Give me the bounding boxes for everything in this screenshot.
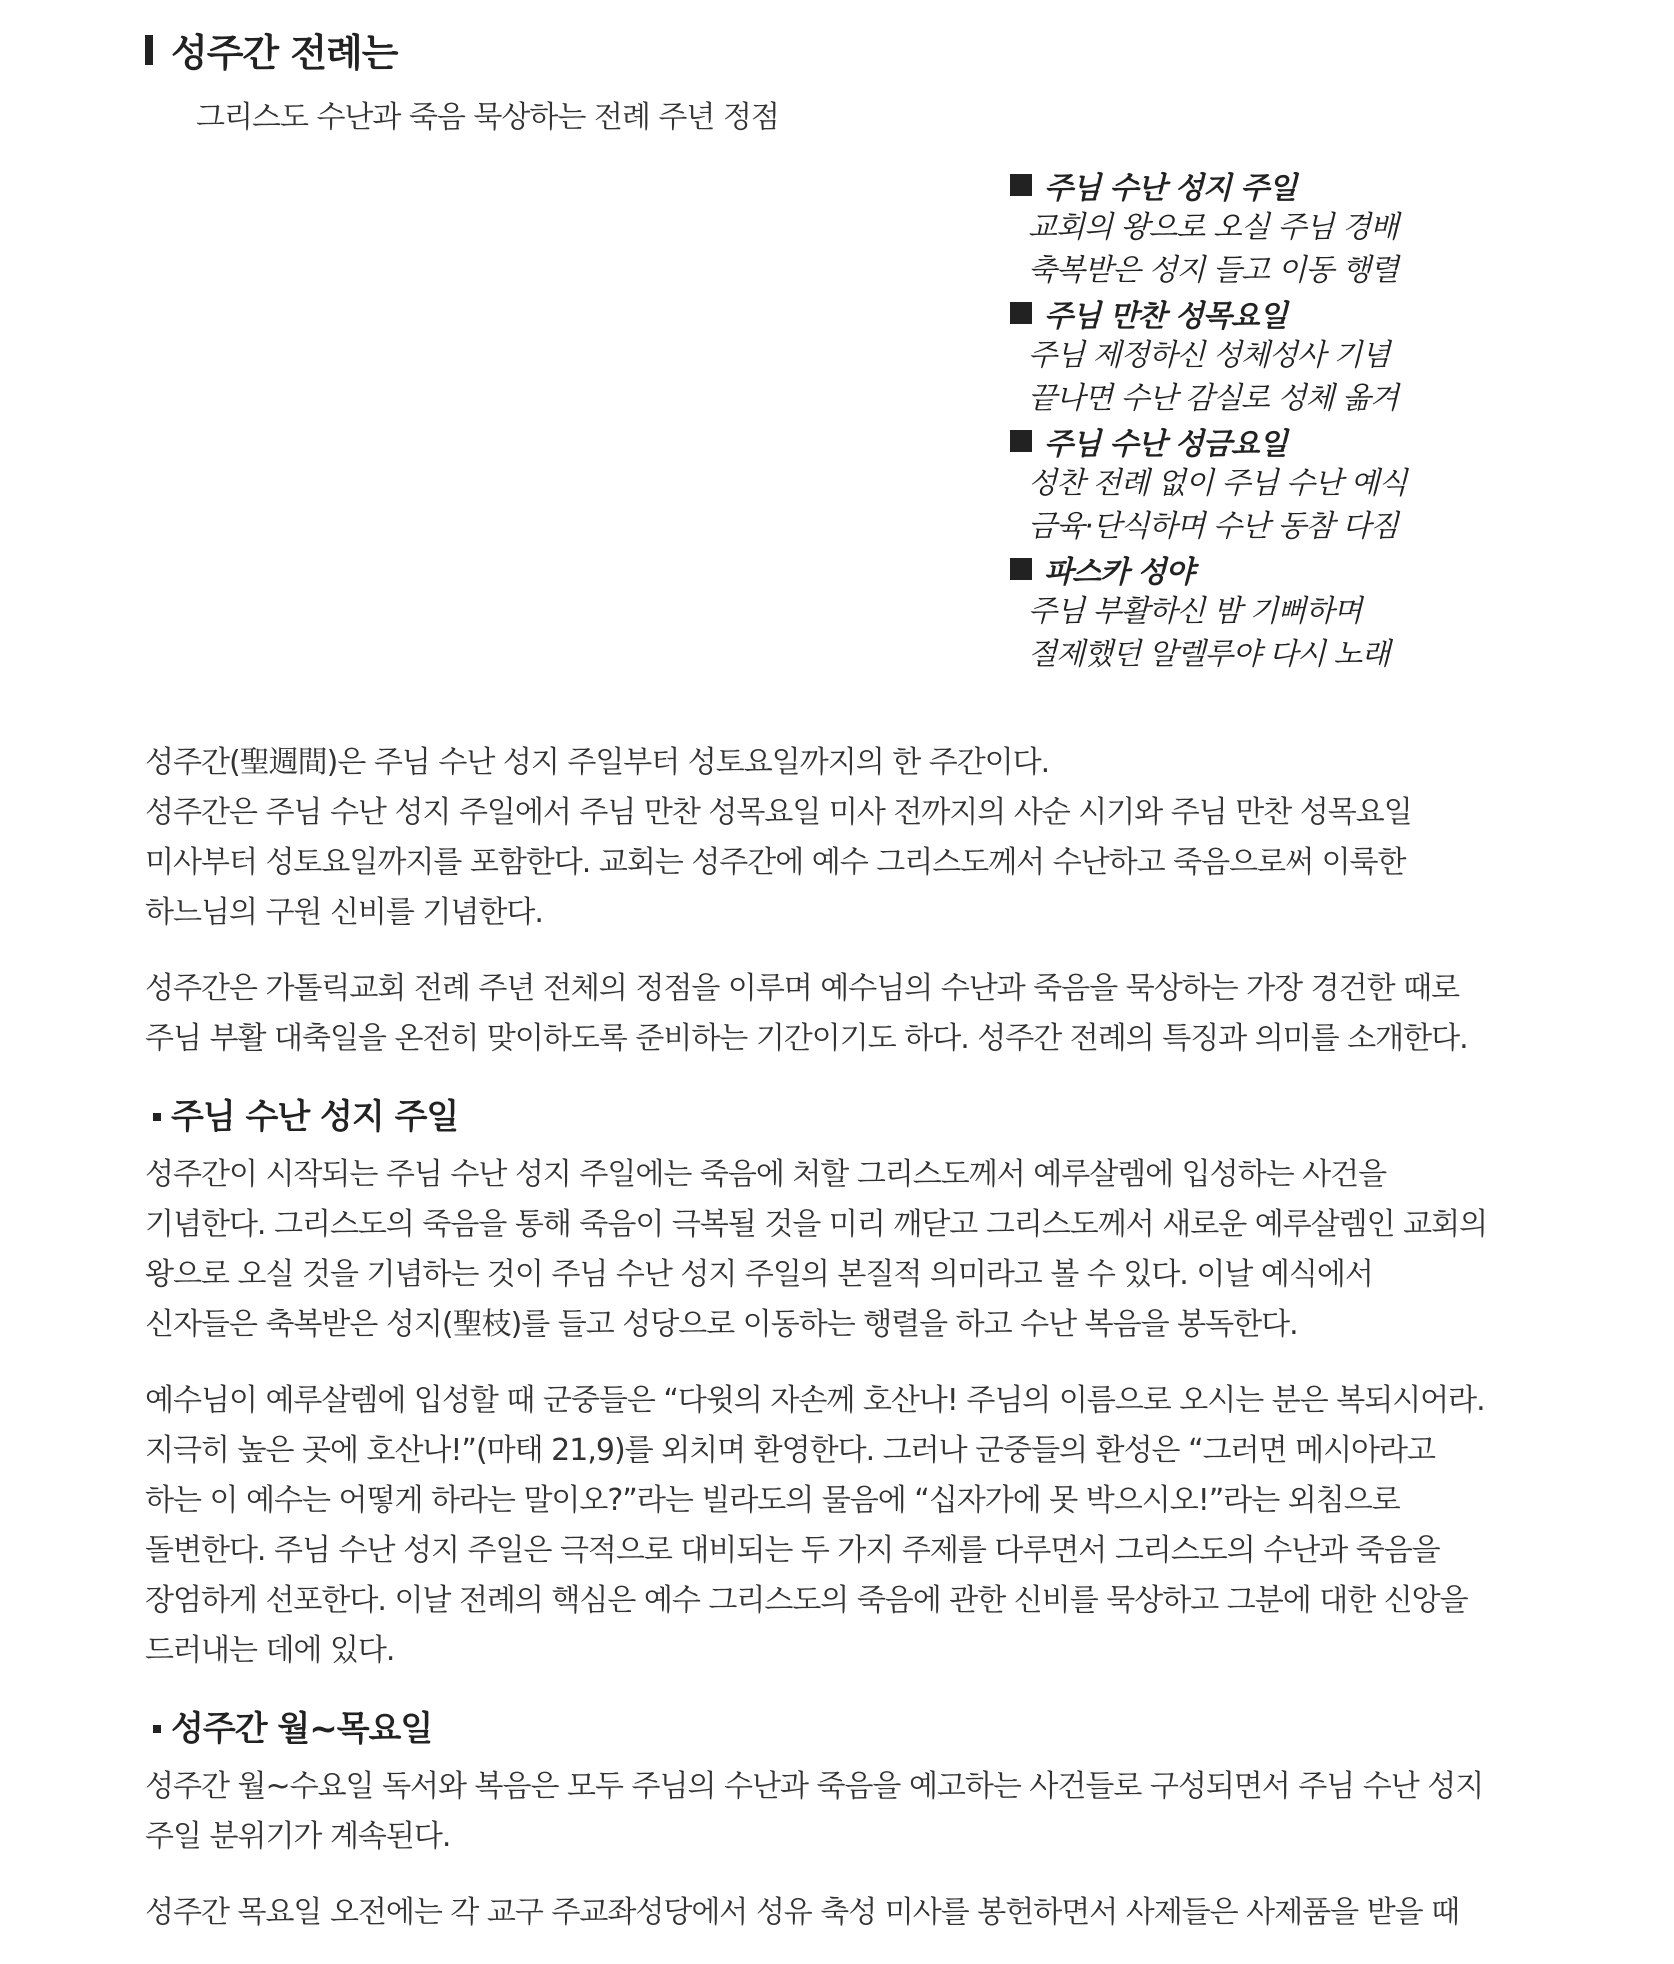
- article-body: [145, 738, 1545, 1964]
- section-paragraph: [145, 1150, 1545, 1350]
- summary-item: [1010, 548, 1570, 676]
- summary-item: [1010, 420, 1570, 548]
- summary-heading: [1010, 420, 1570, 462]
- section-paragraph: [145, 1888, 1545, 1938]
- section-heading-text: 주님 수난 성지 주일: [171, 1097, 459, 1137]
- summary-heading: [1010, 292, 1570, 334]
- paragraph-line: 미사부터 성토요일까지를 포함한다. 교회는 성주간에 예수 그리스도께서 수난하고 죽음으로써 이룩한: [145, 845, 1406, 880]
- summary-item: [1010, 164, 1570, 292]
- square-bullet-icon: [1010, 430, 1032, 452]
- paragraph-line: 하느님의 구원 신비를 기념한다.: [145, 895, 543, 930]
- paragraph-line: 성주간 월~수요일 독서와 복음은 모두 주님의 수난과 죽음을 예고하는 사건들로 구성되면서 주님 수난 성지: [145, 1769, 1484, 1804]
- paragraph-line: 지극히 높은 곳에 호산나!”(마태 21,9)를 외치며 환영한다. 그러나 군중들의 환성은 “그러면 메시아라고: [145, 1433, 1435, 1468]
- section-heading: [153, 1090, 1545, 1144]
- paragraph-line: 예수님이 예루살렘에 입성할 때 군중들은 “다윗의 자손께 호산나! 주님의 이름으로 오시는 분은 복되시어라.: [145, 1383, 1485, 1418]
- square-bullet-icon: [1010, 558, 1032, 580]
- section-heading-text: 성주간 월~목요일: [171, 1709, 433, 1749]
- summary-line: 절제했던 알렐루야 다시 노래: [1028, 637, 1390, 672]
- paragraph-line: 성주간은 주님 수난 성지 주일에서 주님 만찬 성목요일 미사 전까지의 사순 시기와 주님 만찬 성목요일: [145, 795, 1412, 830]
- paragraph-line: 성주간이 시작되는 주님 수난 성지 주일에는 죽음에 처할 그리스도께서 예루살렘에 입성하는 사건을: [145, 1157, 1387, 1192]
- paragraph-line: 드러내는 데에 있다.: [145, 1633, 395, 1668]
- intro-paragraph: [145, 964, 1545, 1064]
- summary-line: 성찬 전례 없이 주님 수난 예식: [1028, 466, 1407, 501]
- summary-item: [1010, 292, 1570, 420]
- intro-paragraph: [145, 738, 1545, 938]
- square-bullet-icon: [1010, 302, 1032, 324]
- section-heading: [153, 1702, 1545, 1756]
- paragraph-line: 하는 이 예수는 어떻게 하라는 말이오?”라는 빌라도의 물음에 “십자가에 못 박으시오!”라는 외침으로: [145, 1483, 1400, 1518]
- page-title: [145, 22, 397, 77]
- paragraph-line: 성주간 목요일 오전에는 각 교구 주교좌성당에서 성유 축성 미사를 봉헌하면서 사제들은 사제품을 받을 때: [145, 1895, 1460, 1930]
- summary-line: 교회의 왕으로 오실 주님 경배: [1028, 210, 1398, 245]
- summary-line: 금육·단식하며 수난 동참 다짐: [1028, 509, 1398, 544]
- paragraph-line: 성주간(聖週間)은 주님 수난 성지 주일부터 성토요일까지의 한 주간이다.: [145, 745, 1050, 780]
- section-paragraph: [145, 1762, 1545, 1862]
- title-marker-icon: [145, 35, 153, 65]
- page-title-text: 성주간 전례는: [171, 31, 398, 75]
- paragraph-line: 기념한다. 그리스도의 죽음을 통해 죽음이 극복될 것을 미리 깨닫고 그리스도께서 새로운 예루살렘인 교회의: [145, 1207, 1488, 1242]
- paragraph-line: 왕으로 오실 것을 기념하는 것이 주님 수난 성지 주일의 본질적 의미라고 볼 수 있다. 이날 예식에서: [145, 1257, 1373, 1292]
- summary-heading: [1010, 164, 1570, 206]
- summary-heading-text: 주님 수난 성금요일: [1044, 427, 1287, 462]
- paragraph-line: 장엄하게 선포한다. 이날 전례의 핵심은 예수 그리스도의 죽음에 관한 신비를 묵상하고 그분에 대한 신앙을: [145, 1583, 1468, 1618]
- section-paragraph: [145, 1376, 1545, 1676]
- summary-heading: [1010, 548, 1570, 590]
- square-bullet-icon: [153, 1725, 161, 1733]
- summary-box: [1010, 164, 1570, 676]
- paragraph-line: 돌변한다. 주님 수난 성지 주일은 극적으로 대비되는 두 가지 주제를 다루면서 그리스도의 수난과 죽음을: [145, 1533, 1440, 1568]
- page-subtitle: 그리스도 수난과 죽음 묵상하는 전례 주년 정점: [196, 100, 779, 135]
- paragraph-line: 신자들은 축복받은 성지(聖枝)를 들고 성당으로 이동하는 행렬을 하고 수난 복음을 봉독한다.: [145, 1307, 1298, 1342]
- summary-line: 끝나면 수난 감실로 성체 옮겨: [1028, 381, 1398, 416]
- summary-line: 주님 제정하신 성체성사 기념: [1028, 338, 1390, 373]
- paragraph-line: 주님 부활 대축일을 온전히 맞이하도록 준비하는 기간이기도 하다. 성주간 전례의 특징과 의미를 소개한다.: [145, 1021, 1468, 1056]
- square-bullet-icon: [1010, 174, 1032, 196]
- square-bullet-icon: [153, 1113, 161, 1121]
- summary-heading-text: 파스카 성야: [1044, 555, 1194, 590]
- summary-heading-text: 주님 만찬 성목요일: [1044, 299, 1287, 334]
- summary-heading-text: 주님 수난 성지 주일: [1044, 171, 1297, 206]
- summary-line: 주님 부활하신 밤 기뻐하며: [1028, 594, 1362, 629]
- paragraph-line: 성주간은 가톨릭교회 전례 주년 전체의 정점을 이루며 예수님의 수난과 죽음을 묵상하는 가장 경건한 때로: [145, 971, 1460, 1006]
- summary-line: 축복받은 성지 들고 이동 행렬: [1028, 253, 1398, 288]
- paragraph-line: 주일 분위기가 계속된다.: [145, 1819, 451, 1854]
